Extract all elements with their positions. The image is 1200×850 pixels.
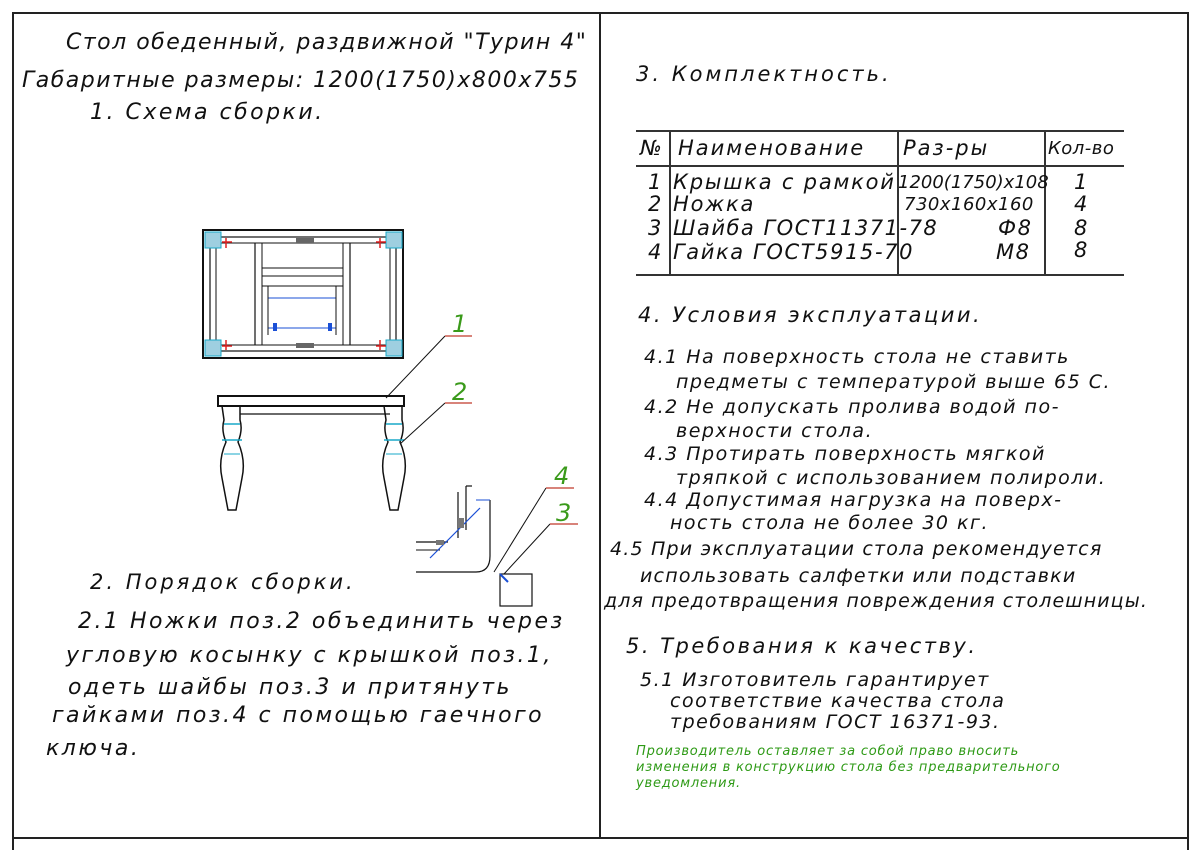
table-top-rule (636, 130, 1124, 132)
table-row-4-size: М8 (996, 240, 1031, 264)
section-operating-conditions: 4. Условия эксплуатации. (638, 303, 983, 327)
assembly-step-line-3: одеть шайбы поз.3 и притянуть (68, 675, 513, 700)
table-header-name: Наименование (678, 136, 866, 160)
table-row-1-qty: 1 (1074, 170, 1089, 194)
table-row-1-name: Крышка с рамкой (673, 170, 896, 194)
condition-line-3: 4.2 Не допускать пролива водой по- (644, 396, 1060, 418)
table-row-4-qty: 8 (1074, 238, 1089, 262)
table-header-qty: Кол-во (1048, 138, 1115, 159)
condition-line-9: 4.5 При эксплуатации стола рекомендуется (610, 538, 1103, 560)
table-row-4-num: 4 (648, 240, 663, 264)
table-row-3-qty: 8 (1074, 216, 1089, 240)
condition-line-7: 4.4 Допустимая нагрузка на поверх- (644, 489, 1063, 511)
condition-line-2: предметы с температурой выше 65 С. (676, 371, 1112, 393)
condition-line-6: тряпкой с использованием полироли. (676, 467, 1107, 489)
callout-3-label: 3 (556, 499, 572, 527)
section-assembly-order: 2. Порядок сборки. (90, 570, 356, 594)
table-col-divider-3 (1044, 130, 1046, 274)
section-contents: 3. Комплектность. (636, 62, 892, 86)
callout-2-label: 2 (452, 378, 468, 406)
table-header-rule (636, 165, 1124, 167)
table-row-2-name: Ножка (673, 192, 756, 216)
section-quality-requirements: 5. Требования к качеству. (626, 634, 978, 658)
quality-line-3: требованиям ГОСТ 16371-93. (670, 711, 1001, 733)
assembly-step-line-2: угловую косынку с крышкой поз.1, (66, 643, 553, 668)
document-title: Стол обеденный, раздвижной "Турин 4" (66, 30, 588, 55)
condition-line-1: 4.1 На поверхность стола не ставить (644, 346, 1070, 368)
assembly-step-line-4: гайками поз.4 с помощью гаечного (52, 703, 545, 728)
overall-dimensions: Габаритные размеры: 1200(1750)x800x755 (22, 68, 580, 93)
manufacturer-note-line-1: Производитель оставляет за собой право вносить (636, 744, 1020, 759)
corner-bracket-detail (416, 486, 532, 606)
condition-line-11: для предотвращения повреждения столешницы. (604, 590, 1148, 612)
table-row-2-num: 2 (648, 192, 663, 216)
callout-leaders (386, 336, 578, 574)
table-top-view (203, 230, 403, 358)
table-row-1-num: 1 (648, 170, 663, 194)
table-col-divider-1 (669, 130, 671, 274)
assembly-step-line-1: 2.1 Ножки поз.2 объединить через (78, 609, 565, 634)
table-bottom-rule (636, 274, 1124, 276)
table-row-3-name: Шайба ГОСТ11371-78 (673, 216, 939, 240)
table-header-size: Раз-ры (903, 136, 990, 160)
frame-bottom-rule (12, 837, 1189, 839)
callout-1-label: 1 (452, 310, 468, 338)
condition-line-10: использовать салфетки или подставки (640, 565, 1077, 587)
frame-right-border (1187, 12, 1189, 850)
table-header-num: № (640, 136, 664, 160)
table-row-2-size: 730x160x160 (904, 194, 1034, 215)
section-assembly-scheme: 1. Схема сборки. (90, 100, 325, 125)
quality-line-1: 5.1 Изготовитель гарантирует (640, 669, 990, 691)
table-row-1-size: 1200(1750)x108 (898, 172, 1049, 193)
assembly-step-line-5: ключа. (46, 736, 141, 761)
condition-line-8: ность стола не более 30 кг. (670, 512, 990, 534)
table-row-4-name: Гайка ГОСТ5915-70 (673, 240, 915, 264)
condition-line-5: 4.3 Протирать поверхность мягкой (644, 443, 1046, 465)
quality-line-2: соответствие качества стола (670, 690, 1006, 712)
table-row-3-num: 3 (648, 216, 663, 240)
condition-line-4: верхности стола. (676, 420, 874, 442)
manufacturer-note-line-2: изменения в конструкцию стола без предварительного (636, 760, 1061, 775)
table-side-view (218, 396, 405, 510)
table-row-3-size: Ф8 (998, 216, 1033, 240)
callout-4-label: 4 (554, 462, 570, 490)
table-row-2-qty: 4 (1074, 192, 1089, 216)
assembly-drawing (0, 210, 600, 610)
manufacturer-note-line-3: уведомления. (636, 776, 741, 791)
